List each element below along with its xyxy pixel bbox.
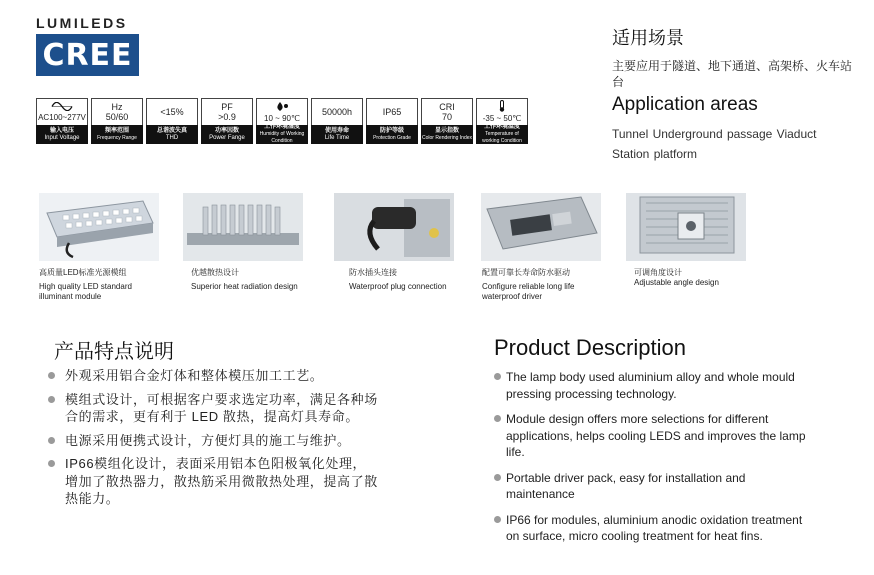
- feature-label-en: Configure reliable long life waterproof driver: [482, 282, 575, 301]
- spec-label-en: THD: [165, 134, 179, 141]
- application-text-zh: 主要应用于隧道、地下通道、高架桥、火车站台: [612, 59, 853, 89]
- spec-cri: [421, 98, 473, 144]
- spec-label-en: Humidity of Working Condition: [259, 131, 305, 144]
- spec-temperature: [476, 98, 528, 144]
- feature-label-zh: 配置可靠长寿命防水驱动: [482, 268, 570, 277]
- spec-label-en: Temperature of working Condition: [482, 131, 522, 144]
- bullet-icon: [494, 373, 501, 380]
- spec-thd: [146, 98, 198, 144]
- spec-value: <15%: [160, 107, 184, 117]
- thermometer-icon: [498, 100, 506, 114]
- bullet-icon: [494, 415, 501, 422]
- feature-label-en: High quality LED standard illuminant module: [39, 282, 132, 301]
- list-item: 外观采用铝合金灯体和整体模压加工工艺。: [48, 367, 378, 385]
- spec-label-zh: 工作环境温度: [483, 124, 520, 130]
- spec-frequency: [91, 98, 143, 144]
- bullet-icon: [48, 460, 55, 467]
- bullet-icon: [494, 516, 501, 523]
- spec-label-zh: 功率因数: [214, 127, 239, 134]
- spec-value: CRI: [439, 102, 455, 112]
- spec-label-zh: 输入电压: [49, 127, 74, 134]
- bullet-icon: [494, 474, 501, 481]
- spec-value: PF: [221, 102, 233, 112]
- list-item: 模组式设计，可根据客户要求选定功率，满足各种场合的需求，更有利于 LED 散热，提高灯具寿命。: [48, 391, 378, 426]
- spec-label-zh: 总谐波失真: [156, 127, 187, 134]
- bullet-icon: [48, 396, 55, 403]
- description-title-en: Product Description: [494, 335, 686, 360]
- description-title-zh: 产品特点说明: [54, 341, 174, 363]
- list-item: IP66 for modules, aluminium anodic oxidation treatment on surface, micro cooling treatment for heat fins.: [494, 512, 814, 545]
- spec-value: >0.9: [218, 112, 236, 122]
- spec-value: IP65: [382, 107, 402, 117]
- spec-value: 70: [441, 112, 452, 122]
- adjustable-angle-photo: [626, 193, 746, 261]
- spec-label-zh: 使用寿命: [324, 127, 349, 134]
- spec-value: 50/60: [105, 112, 129, 122]
- list-item: Module design offers more selections for different applications, helps cooling LEDS and improves the lamp life.: [494, 411, 814, 461]
- heat-sink-photo: [183, 193, 303, 261]
- list-item: The lamp body used aluminium alloy and whole mould pressing processing technology.: [494, 369, 814, 402]
- spec-protection: [366, 98, 418, 144]
- spec-label-zh: 工作环境湿度: [263, 124, 300, 130]
- spec-label-en: Life Time: [324, 134, 350, 141]
- spec-label-en: Frequency Range: [97, 134, 137, 141]
- description-list-en: [494, 369, 814, 554]
- spec-value: 10 ~ 90℃: [264, 113, 300, 123]
- application-title-zh: 适用场景: [612, 28, 684, 48]
- brand-wordmark: LUMILEDS: [36, 15, 128, 31]
- bullet-icon: [48, 437, 55, 444]
- spec-input-voltage: [36, 98, 88, 144]
- sine-wave-icon: [51, 102, 73, 113]
- feature-label-zh: 防水插头连接: [349, 268, 397, 277]
- spec-life-time: [311, 98, 363, 144]
- spec-value: -35 ~ 50℃: [482, 114, 522, 123]
- list-item: IP66模组化设计，表面采用铝本色阳极氧化处理，增加了散热器力，散热筋采用微散热处理，提高了散热能力。: [48, 455, 378, 508]
- bullet-icon: [48, 372, 55, 379]
- water-drop-icon: [274, 101, 290, 114]
- spec-label-zh: 频率范围: [104, 127, 129, 134]
- application-text-en: Tunnel Underground passage Viaduct Station platform: [612, 127, 817, 161]
- feature-label-en: Waterproof plug connection: [349, 282, 447, 291]
- waterproof-plug-photo: [334, 193, 454, 261]
- feature-label-en: Superior heat radiation design: [191, 282, 298, 291]
- application-title-en: Application areas: [612, 94, 758, 115]
- spec-label-en: Protection Grade: [373, 134, 411, 141]
- spec-value: Hz: [111, 102, 123, 112]
- spec-label-zh: 显示指数: [434, 127, 459, 134]
- spec-label-en: Power Fange: [209, 134, 245, 141]
- feature-label-zh: 高质量LED标准光源模组: [39, 268, 127, 277]
- spec-label-en: Input Voltage: [44, 134, 80, 141]
- list-item: Portable driver pack, easy for installation and maintenance: [494, 470, 814, 503]
- list-item: 电源采用便携式设计，方便灯具的施工与维护。: [48, 432, 378, 450]
- spec-value: 50000h: [321, 107, 353, 117]
- spec-label-zh: 防护等级: [379, 127, 404, 134]
- spec-label-en: Color Rendering Index: [421, 134, 473, 141]
- led-module-photo: [39, 193, 159, 261]
- spec-humidity: [256, 98, 308, 144]
- spec-value: AC100~277V: [38, 112, 86, 122]
- description-list-zh: [48, 367, 378, 514]
- feature-label-zh: 可调角度设计: [634, 268, 682, 277]
- spec-power-factor: [201, 98, 253, 144]
- feature-label-zh: 优越散热设计: [191, 268, 239, 277]
- driver-photo: [481, 193, 601, 261]
- cree-logo: CREE: [36, 34, 139, 76]
- feature-label-en: Adjustable angle design: [634, 278, 719, 287]
